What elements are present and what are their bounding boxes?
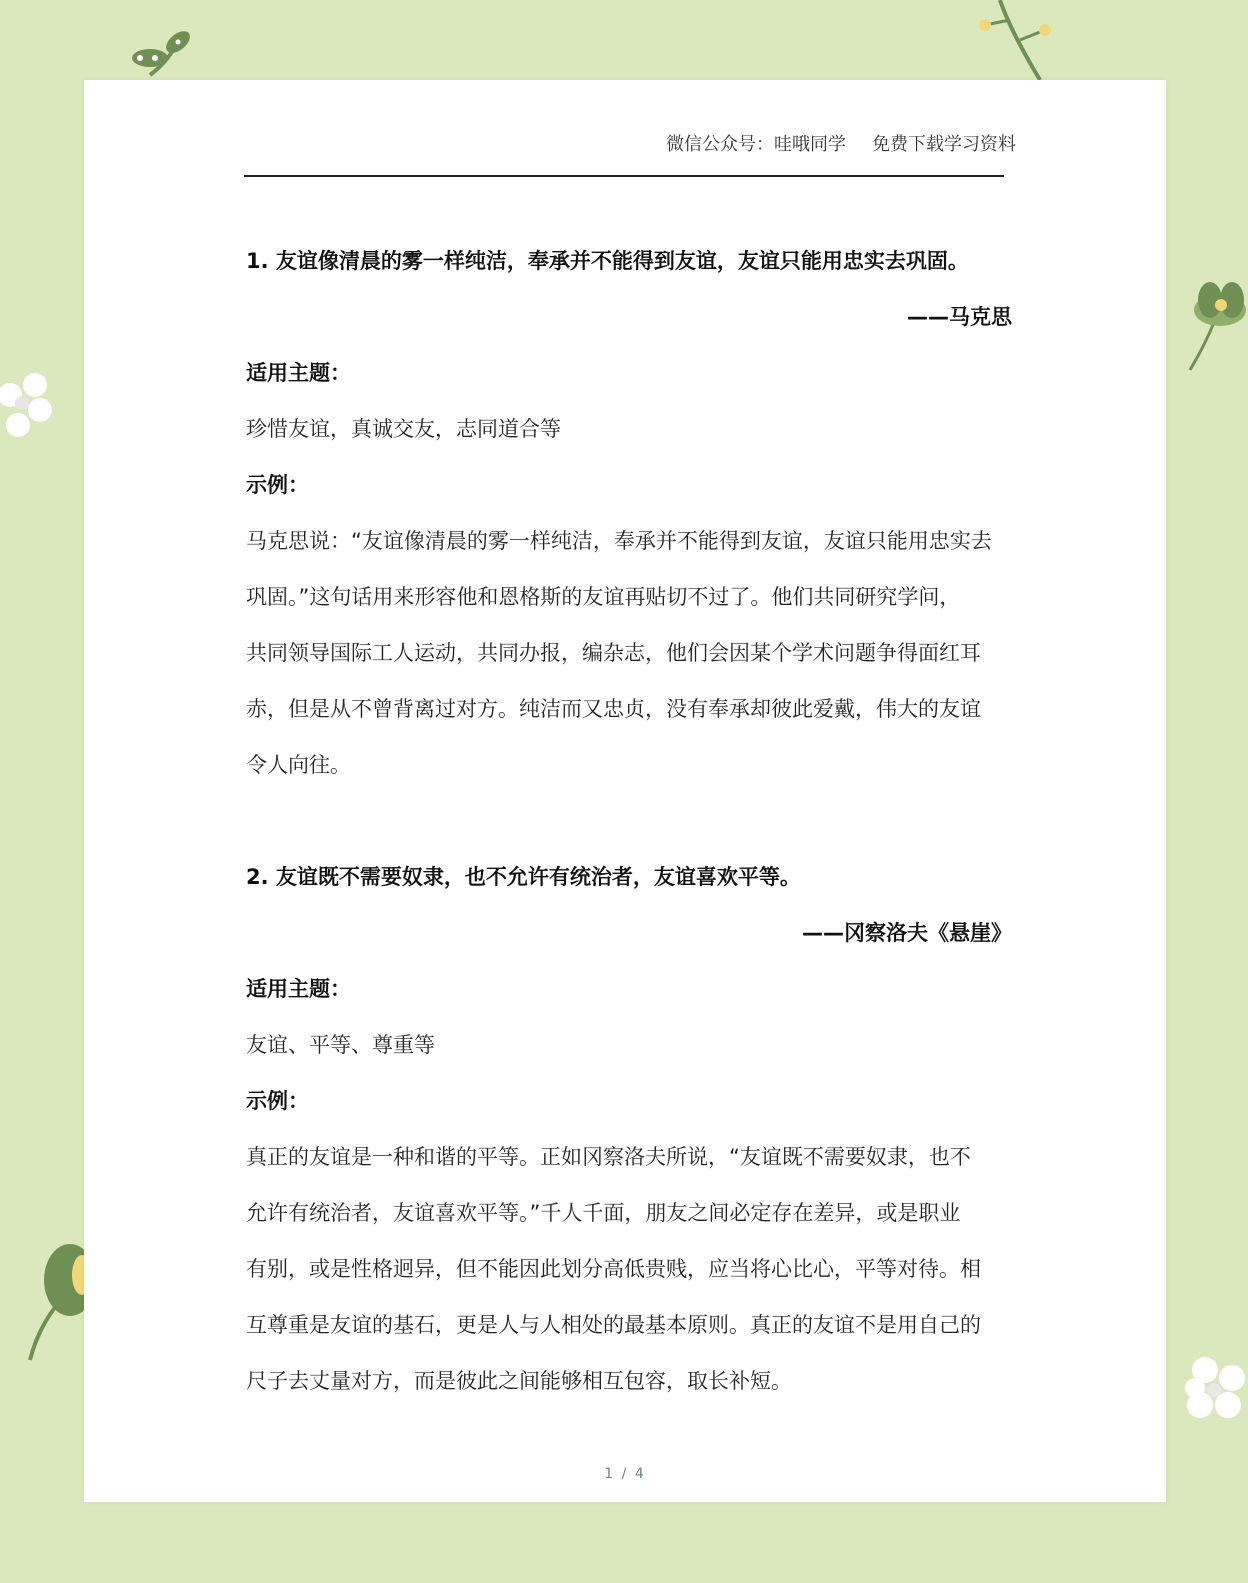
example-2-line-2: 允许有统治者，友谊喜欢平等。”千人千面，朋友之间必定存在差异，或是职业 xyxy=(246,1201,961,1225)
example-1-line-5: 令人向往。 xyxy=(246,753,351,777)
branch-icon xyxy=(979,0,1051,80)
header-divider xyxy=(244,175,1004,177)
example-1-line-3: 共同领导国际工人运动，共同办报，编杂志，他们会因某个学术问题争得面红耳 xyxy=(246,641,981,665)
example-label-2: 示例： xyxy=(246,1089,309,1113)
theme-2: 友谊、平等、尊重等 xyxy=(246,1033,435,1057)
author-1: ——马克思 xyxy=(907,305,1012,329)
example-1-line-2: 巩固。”这句话用来形容他和恩格斯的友谊再贴切不过了。他们共同研究学问， xyxy=(246,585,961,609)
quote-2: 2. 友谊既不需要奴隶，也不允许有统治者，友谊喜欢平等。 xyxy=(246,865,801,889)
theme-label-2: 适用主题： xyxy=(246,977,351,1001)
page-header xyxy=(666,130,1016,156)
example-2-line-3: 有别，或是性格迥异，但不能因此划分高低贵贱，应当将心比心，平等对待。相 xyxy=(246,1257,981,1281)
document-page xyxy=(84,80,1166,1502)
theme-label-1: 适用主题： xyxy=(246,361,351,385)
theme-1: 珍惜友谊，真诚交友，志同道合等 xyxy=(246,417,561,441)
example-label-1: 示例： xyxy=(246,473,309,497)
page-total: 4 xyxy=(634,1466,646,1482)
page-current: 1 xyxy=(604,1466,616,1482)
author-2: ——冈察洛夫《悬崖》 xyxy=(802,921,1012,945)
white-flower-icon xyxy=(0,373,52,437)
example-1-line-1: 马克思说：“友谊像清晨的雾一样纯洁，奉承并不能得到友谊，友谊只能用忠实去 xyxy=(246,529,992,553)
example-2-line-1: 真正的友谊是一种和谐的平等。正如冈察洛夫所说，“友谊既不需要奴隶，也不 xyxy=(246,1145,971,1169)
white-flower-icon xyxy=(1185,1357,1245,1418)
leaf-sprig-icon xyxy=(132,27,194,75)
page-indicator xyxy=(84,1466,1166,1482)
slogan-label: 免费下载学习资料 xyxy=(872,134,1016,155)
page-separator: / xyxy=(621,1466,629,1482)
green-flower-icon xyxy=(1190,282,1246,370)
example-2-line-4: 互尊重是友谊的基石，更是人与人相处的最基本原则。真正的友谊不是用自己的 xyxy=(246,1313,981,1337)
quote-1: 1. 友谊像清晨的雾一样纯洁，奉承并不能得到友谊，友谊只能用忠实去巩固。 xyxy=(246,249,969,273)
example-1-line-4: 赤，但是从不曾背离过对方。纯洁而又忠贞，没有奉承却彼此爱戴，伟大的友谊 xyxy=(246,697,981,721)
account-label: 微信公众号：哇哦同学 xyxy=(666,134,846,155)
example-2-line-5: 尺子去丈量对方，而是彼此之间能够相互包容，取长补短。 xyxy=(246,1369,792,1393)
